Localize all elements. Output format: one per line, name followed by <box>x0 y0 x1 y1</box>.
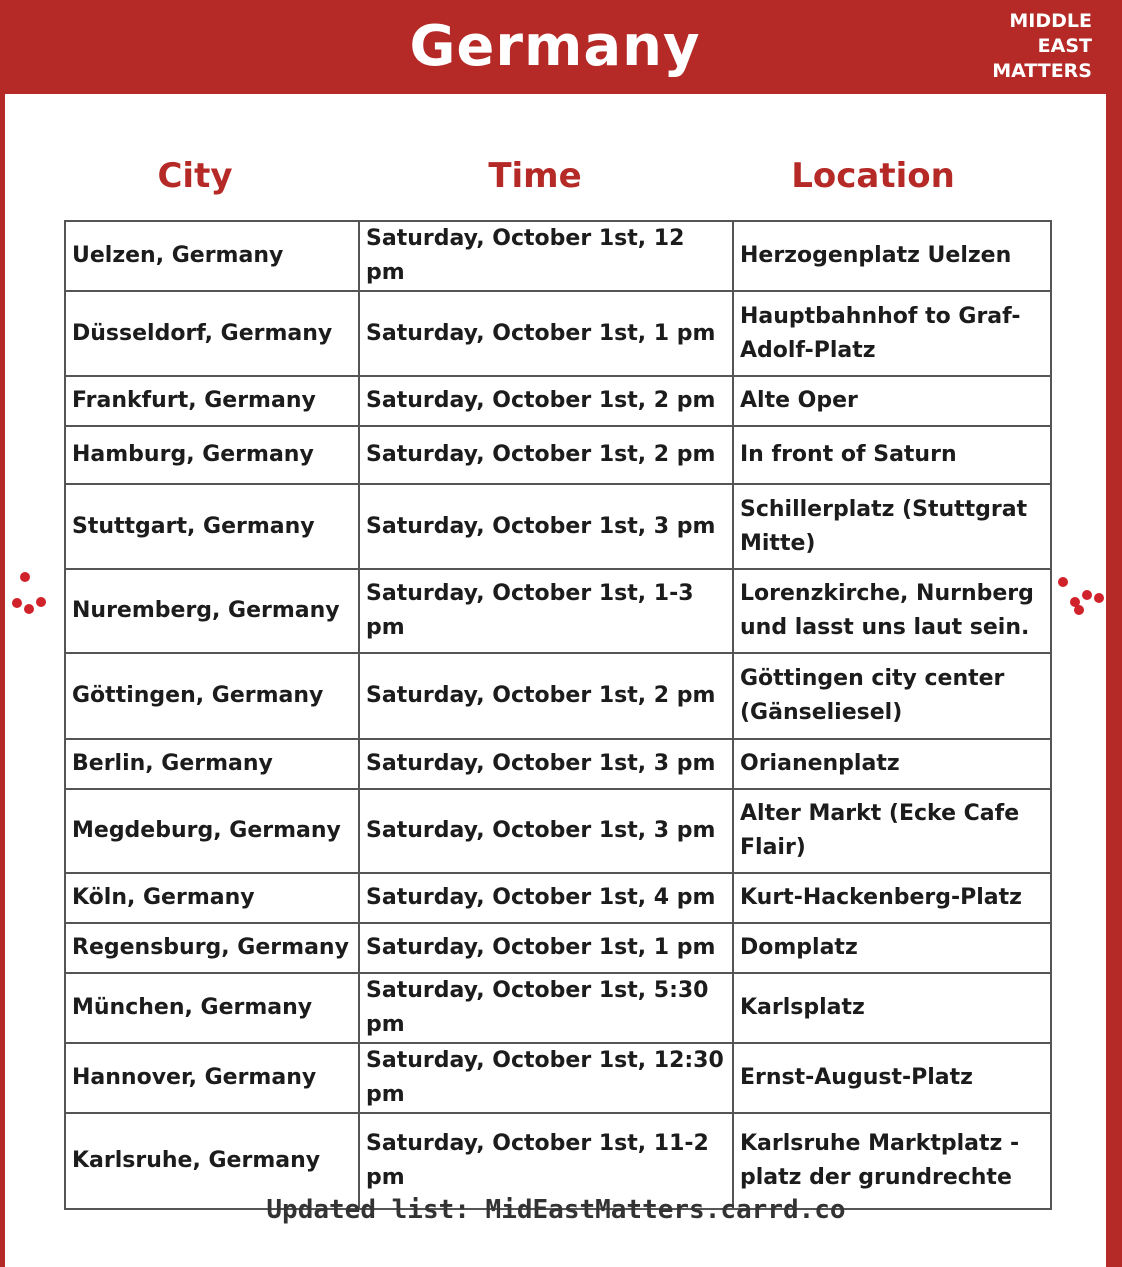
cell-location: Karlsruhe Marktplatz - platz der grundrechte <box>733 1113 1051 1209</box>
cell-city: München, Germany <box>65 973 359 1043</box>
cell-time: Saturday, October 1st, 2 pm <box>359 426 733 484</box>
page-title: Germany <box>409 14 701 79</box>
table-row <box>65 739 1051 789</box>
cell-time: Saturday, October 1st, 4 pm <box>359 873 733 923</box>
decor-dots-left <box>12 570 52 620</box>
brand-line: EAST <box>1037 35 1092 57</box>
cell-location: Ernst-August-Platz <box>733 1043 1051 1113</box>
decor-dot <box>1058 577 1068 587</box>
cell-time: Saturday, October 1st, 3 pm <box>359 739 733 789</box>
cell-location: Kurt-Hackenberg-Platz <box>733 873 1051 923</box>
cell-location: Alte Oper <box>733 376 1051 426</box>
cell-time: Saturday, October 1st, 12:30 pm <box>359 1043 733 1113</box>
table-row <box>65 973 1051 1043</box>
cell-city: Stuttgart, Germany <box>65 484 359 569</box>
cell-city: Karlsruhe, Germany <box>65 1113 359 1209</box>
column-header-city: City <box>157 156 233 196</box>
decor-dot <box>24 604 34 614</box>
cell-city: Göttingen, Germany <box>65 653 359 739</box>
decor-dot <box>20 572 30 582</box>
decor-dot <box>1074 605 1084 615</box>
column-header-location: Location <box>791 156 955 196</box>
cell-location: Lorenzkirche, Nurnberg und lasst uns laut sein. <box>733 569 1051 653</box>
brand-line: MIDDLE <box>1009 10 1092 32</box>
cell-time: Saturday, October 1st, 2 pm <box>359 653 733 739</box>
cell-location: Karlsplatz <box>733 973 1051 1043</box>
cell-location: Hauptbahnhof to Graf-Adolf-Platz <box>733 291 1051 376</box>
table-row <box>65 484 1051 569</box>
table-row <box>65 569 1051 653</box>
cell-time: Saturday, October 1st, 1-3 pm <box>359 569 733 653</box>
cell-location: Alter Markt (Ecke Cafe Flair) <box>733 789 1051 873</box>
cell-location: Herzogenplatz Uelzen <box>733 221 1051 291</box>
decor-dot <box>1082 590 1092 600</box>
events-table <box>64 220 1052 1210</box>
cell-location: Domplatz <box>733 923 1051 973</box>
table-row <box>65 426 1051 484</box>
decor-dots-right <box>1056 575 1106 620</box>
cell-time: Saturday, October 1st, 12 pm <box>359 221 733 291</box>
brand-logo <box>992 9 1092 84</box>
decor-dot <box>1094 593 1104 603</box>
cell-time: Saturday, October 1st, 3 pm <box>359 789 733 873</box>
table-row <box>65 653 1051 739</box>
header-bar <box>0 0 1122 96</box>
cell-city: Hannover, Germany <box>65 1043 359 1113</box>
cell-time: Saturday, October 1st, 3 pm <box>359 484 733 569</box>
table-row <box>65 291 1051 376</box>
table-row <box>65 1043 1051 1113</box>
cell-city: Uelzen, Germany <box>65 221 359 291</box>
cell-city: Berlin, Germany <box>65 739 359 789</box>
cell-city: Düsseldorf, Germany <box>65 291 359 376</box>
cell-time: Saturday, October 1st, 1 pm <box>359 923 733 973</box>
decor-dot <box>12 598 22 608</box>
cell-city: Megdeburg, Germany <box>65 789 359 873</box>
cell-time: Saturday, October 1st, 5:30 pm <box>359 973 733 1043</box>
cell-city: Köln, Germany <box>65 873 359 923</box>
decor-dot <box>36 597 46 607</box>
cell-location: Orianenplatz <box>733 739 1051 789</box>
column-header-time: Time <box>488 156 582 196</box>
cell-city: Regensburg, Germany <box>65 923 359 973</box>
cell-city: Nuremberg, Germany <box>65 569 359 653</box>
cell-time: Saturday, October 1st, 1 pm <box>359 291 733 376</box>
table-row <box>65 873 1051 923</box>
cell-location: In front of Saturn <box>733 426 1051 484</box>
cell-city: Hamburg, Germany <box>65 426 359 484</box>
table-row <box>65 376 1051 426</box>
cell-time: Saturday, October 1st, 2 pm <box>359 376 733 426</box>
table-row <box>65 789 1051 873</box>
cell-location: Schillerplatz (Stuttgrat Mitte) <box>733 484 1051 569</box>
cell-city: Frankfurt, Germany <box>65 376 359 426</box>
brand-line: MATTERS <box>992 60 1092 82</box>
footer-text: Updated list: MidEastMatters.carrd.co <box>266 1195 846 1225</box>
table-row <box>65 923 1051 973</box>
cell-time: Saturday, October 1st, 11-2 pm <box>359 1113 733 1209</box>
table-row <box>65 221 1051 291</box>
cell-location: Göttingen city center (Gänseliesel) <box>733 653 1051 739</box>
